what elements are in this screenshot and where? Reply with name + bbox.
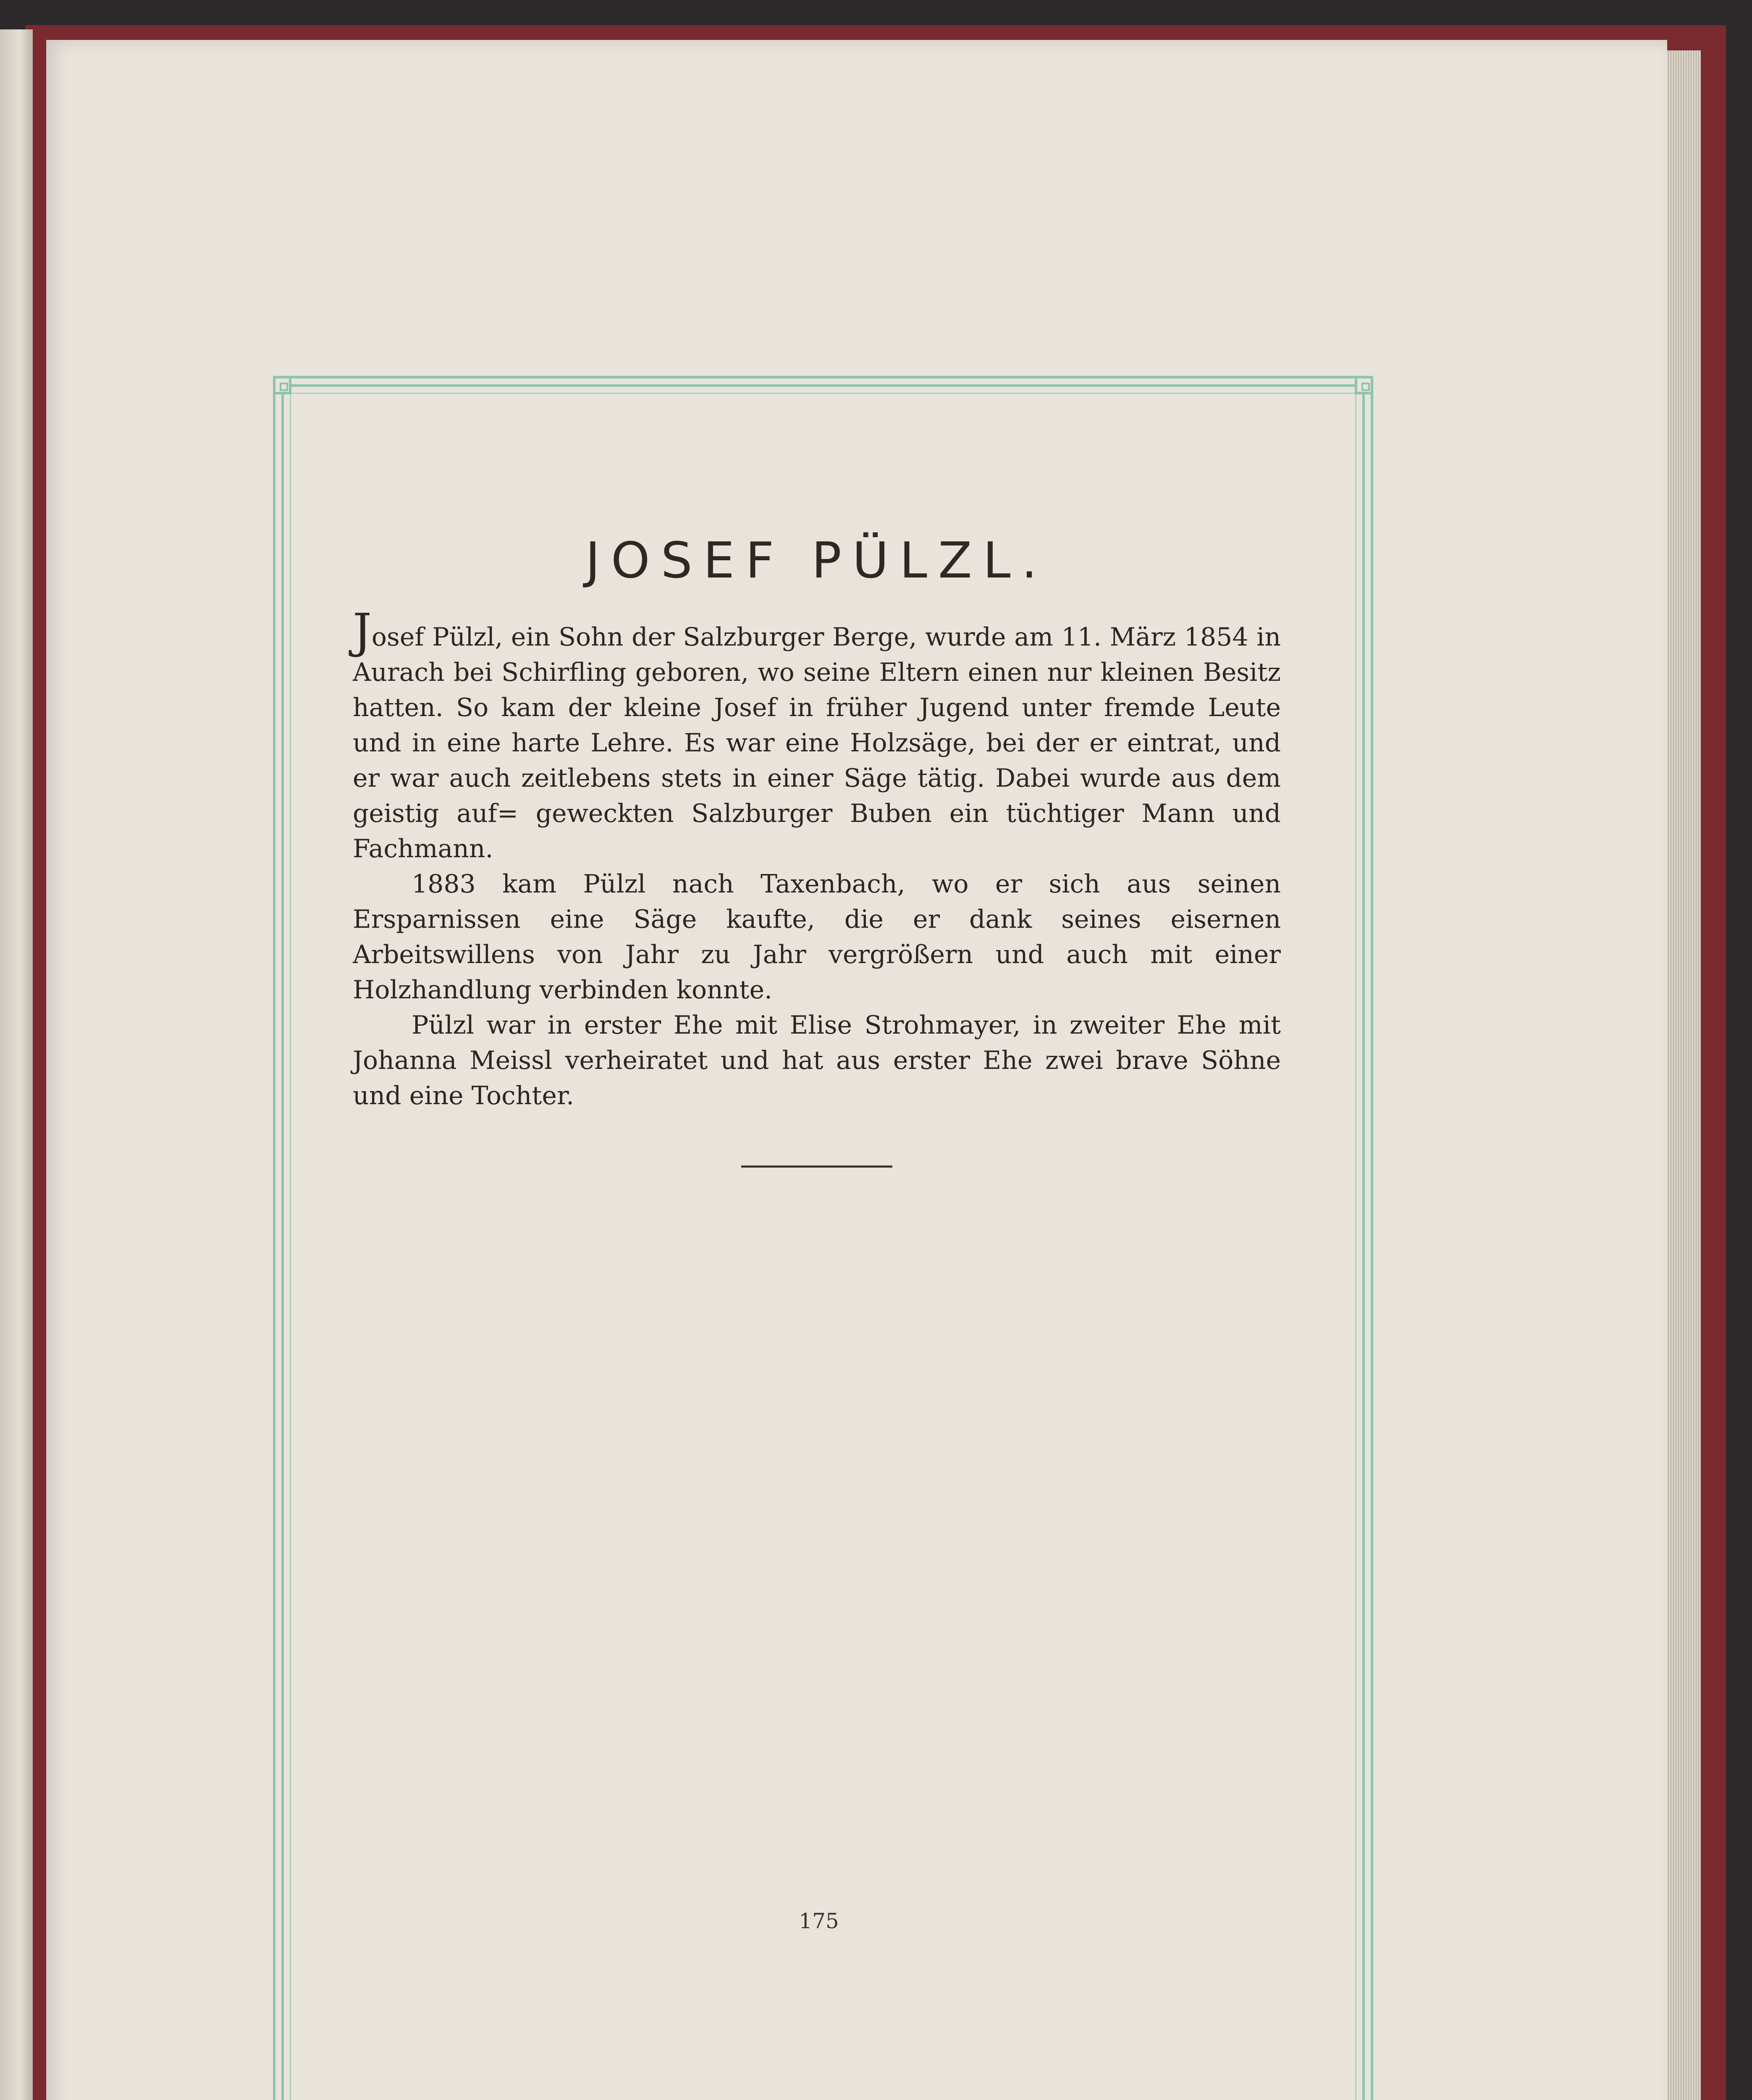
article-content: [353, 531, 1281, 1113]
section-end-rule: [741, 1166, 892, 1168]
paragraph-3: Pülzl war in erster Ehe mit Elise Strohmayer, in zweiter Ehe mit Johanna Meissl verheiratet und hat aus erster Ehe zwei brave Söhne und eine Tochter.: [353, 1011, 1281, 1110]
book-page: [46, 40, 1667, 2100]
dropcap-letter: J: [353, 604, 372, 659]
paragraph-1-text: osef Pülzl, ein Sohn der Salzburger Berge, wurde am 11. März 1854 in Aurach bei Schirfling geboren, wo seine Eltern einen nur kleinen Besitz hatten. So kam der kleine Josef in früher Jugend unter fremde Leute und in eine harte Lehre. Es war eine Holzsäge, bei der er eintrat, und er war auch zeitlebens stets in einer Säge tätig. Dabei wurde aus dem geistig auf= geweckten Salzburger Buben ein tüchtiger Mann und Fachmann.: [353, 622, 1281, 864]
paragraph-1: [353, 604, 1281, 866]
facing-page-edge: [0, 29, 33, 2100]
frame-corner-ornament-top-right: [1355, 376, 1373, 394]
page-title: JOSEF PÜLZL.: [585, 531, 1048, 589]
frame-corner-ornament-top-left: [273, 376, 291, 394]
page-number: 175: [799, 1909, 839, 1933]
article-body: [353, 604, 1281, 1113]
paragraph-2: 1883 kam Pülzl nach Taxenbach, wo er sich aus seinen Ersparnissen eine Säge kaufte, die er dank seines eisernen Arbeitswillens von Jahr zu Jahr vergrößern und auch mit einer Holzhandlung verbinden konnte.: [353, 869, 1281, 1005]
